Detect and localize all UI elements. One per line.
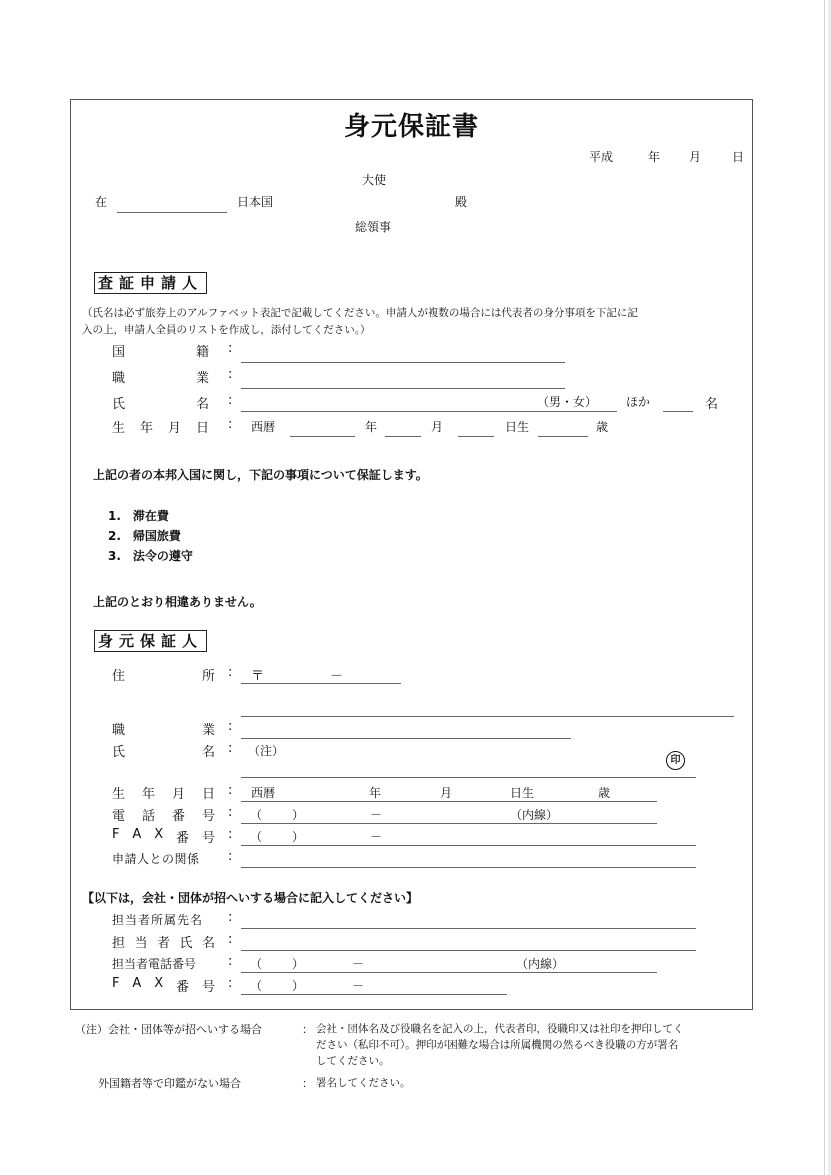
date-era: 平成 <box>589 150 614 164</box>
company-fax-line <box>241 994 507 995</box>
fax-dash: － <box>370 830 383 844</box>
colon: : <box>228 741 233 756</box>
nationality-label: 国 籍 <box>112 345 209 360</box>
phone-dash: － <box>370 808 383 822</box>
guarantor-age: 歳 <box>598 786 611 800</box>
applicant-note: （氏名は必ず旅券上のアルファベット表記で記載してください。申請人が複数の場合には代表者の身分事項を下記に記 <box>82 307 638 319</box>
postal-line <box>241 683 401 684</box>
addressee-ambassador: 大使 <box>362 173 387 187</box>
applicant-heading: 査証申請人 <box>94 272 207 294</box>
age-line <box>538 436 588 437</box>
phone-label: 電 話 番 号 <box>112 809 215 824</box>
applicant-count-unit: 名 <box>705 397 719 412</box>
contact-name-label: 担 当 者 氏 名 <box>112 936 215 951</box>
guarantor-occupation-line <box>241 738 571 739</box>
colon: : <box>228 783 233 798</box>
document-title: 身元保証書 <box>344 112 480 142</box>
colon: : <box>228 393 233 408</box>
footnote-label-1: （注）会社・団体等が招へいする場合 <box>75 1023 262 1036</box>
colon: : <box>228 417 233 432</box>
footnote-text-1c: してください。 <box>316 1055 390 1067</box>
guarantor-month: 月 <box>440 786 453 800</box>
addressee-location-line <box>117 212 227 213</box>
guarantee-confirm: 上記のとおり相違ありません。 <box>93 595 262 609</box>
phone-paren-open: （ <box>250 808 263 822</box>
guarantor-name-label: 氏 名 <box>112 745 215 760</box>
phone-line <box>241 823 657 824</box>
colon: : <box>228 367 233 382</box>
birth-month-line <box>385 436 421 437</box>
contact-dash: － <box>352 957 365 971</box>
contact-paren-close: ） <box>292 957 305 971</box>
addressee-honorific: 殿 <box>455 195 468 209</box>
company-heading: 【以下は，会社・団体が招へいする場合に記入してください】 <box>82 891 419 905</box>
phone-extension: （内線） <box>510 808 559 822</box>
company-fax-paren-open: （ <box>250 979 263 993</box>
others-count-line <box>663 411 693 412</box>
date-year: 年 <box>648 150 661 164</box>
footnote-text-1b: ださい（私印不可）。押印が困難な場合は所属機関の然るべき役職の方が署名 <box>316 1039 679 1051</box>
guarantee-item: 3. 法令の遵守 <box>108 549 193 563</box>
applicant-month: 月 <box>431 420 444 434</box>
colon: : <box>228 976 233 991</box>
relation-line <box>241 867 696 868</box>
name-label: 氏 名 <box>112 397 209 412</box>
birthdate-label: 生 年 月 日 <box>112 421 209 436</box>
date-month: 月 <box>689 150 702 164</box>
postal-dash: － <box>330 669 344 684</box>
occupation-line <box>241 388 565 389</box>
relation-label: 申請人との関係 <box>112 852 200 866</box>
birth-day-line <box>458 436 494 437</box>
applicant-year: 年 <box>365 420 378 434</box>
applicant-birth-suffix: 日生 <box>505 420 530 434</box>
contact-phone-label: 担当者電話番号 <box>112 957 197 971</box>
guarantee-item: 1. 滞在費 <box>108 509 169 523</box>
footnote-colon-1: ： <box>302 1023 313 1036</box>
postal-mark: 〒 <box>251 669 265 684</box>
fax-paren-open: （ <box>250 830 263 844</box>
address-line <box>241 716 734 717</box>
applicant-note-2: 入の上，申請人全員のリストを作成し，添付してください。） <box>82 324 371 336</box>
guarantor-birth-suffix: 日生 <box>510 786 535 800</box>
applicant-age: 歳 <box>596 420 609 434</box>
company-fax-label: F A X 番 号 <box>112 976 215 995</box>
occupation-label: 職 業 <box>112 371 209 386</box>
footnote-label-2: 外国籍者等で印鑑がない場合 <box>98 1077 241 1090</box>
guarantee-item: 2. 帰国旅費 <box>108 529 181 543</box>
colon: : <box>228 932 233 947</box>
applicant-gender: （男・女） <box>537 395 598 409</box>
company-dept-label: 担当者所属先名 <box>112 913 204 927</box>
fax-label: F A X 番 号 <box>112 827 215 846</box>
nationality-line <box>241 362 565 363</box>
addressee-consul-general: 総領事 <box>355 220 392 234</box>
colon: : <box>228 719 233 734</box>
fax-paren-close: ） <box>292 830 305 844</box>
colon: : <box>228 849 233 864</box>
contact-extension: （内線） <box>516 957 565 971</box>
guarantor-heading: 身元保証人 <box>94 630 207 652</box>
name-line <box>241 411 617 412</box>
colon: : <box>228 827 233 842</box>
guarantor-occupation-label: 職 業 <box>112 723 215 738</box>
company-fax-dash: － <box>352 979 365 993</box>
applicant-western-era: 西暦 <box>251 420 276 434</box>
guarantor-birthdate-line <box>241 801 657 802</box>
contact-paren-open: （ <box>250 957 263 971</box>
colon: : <box>228 910 233 925</box>
colon: : <box>228 665 233 680</box>
seal-mark-icon: 印 <box>666 751 685 770</box>
applicant-others: ほか <box>626 395 651 409</box>
page-edge <box>824 0 825 1175</box>
guarantor-western-era: 西暦 <box>251 786 276 800</box>
guarantor-name-line <box>241 777 696 778</box>
guarantor-year: 年 <box>369 786 382 800</box>
guarantor-birthdate-label: 生 年 月 日 <box>112 787 215 802</box>
colon: : <box>228 954 233 969</box>
birth-year-line <box>290 436 355 437</box>
colon: : <box>228 341 233 356</box>
addressee-prefix: 在 <box>95 195 108 209</box>
contact-phone-line <box>241 972 657 973</box>
phone-paren-close: ） <box>292 808 305 822</box>
address-label: 住 所 <box>112 669 215 684</box>
addressee-country: 日本国 <box>237 195 274 209</box>
footnote-text-2: 署名してください。 <box>316 1077 411 1089</box>
guarantor-name-note: （注） <box>248 744 285 758</box>
contact-name-line <box>241 950 696 951</box>
footnote-text-1a: 会社・団体名及び役職名を記入の上，代表者印，役職印又は社印を押印してく <box>316 1023 684 1035</box>
fax-line <box>241 845 696 846</box>
company-dept-line <box>241 928 696 929</box>
colon: : <box>228 805 233 820</box>
guarantee-statement: 上記の者の本邦入国に関し，下記の事項について保証します。 <box>93 468 428 482</box>
footnote-colon-2: ： <box>302 1077 313 1090</box>
company-fax-paren-close: ） <box>292 979 305 993</box>
date-day: 日 <box>732 150 745 164</box>
